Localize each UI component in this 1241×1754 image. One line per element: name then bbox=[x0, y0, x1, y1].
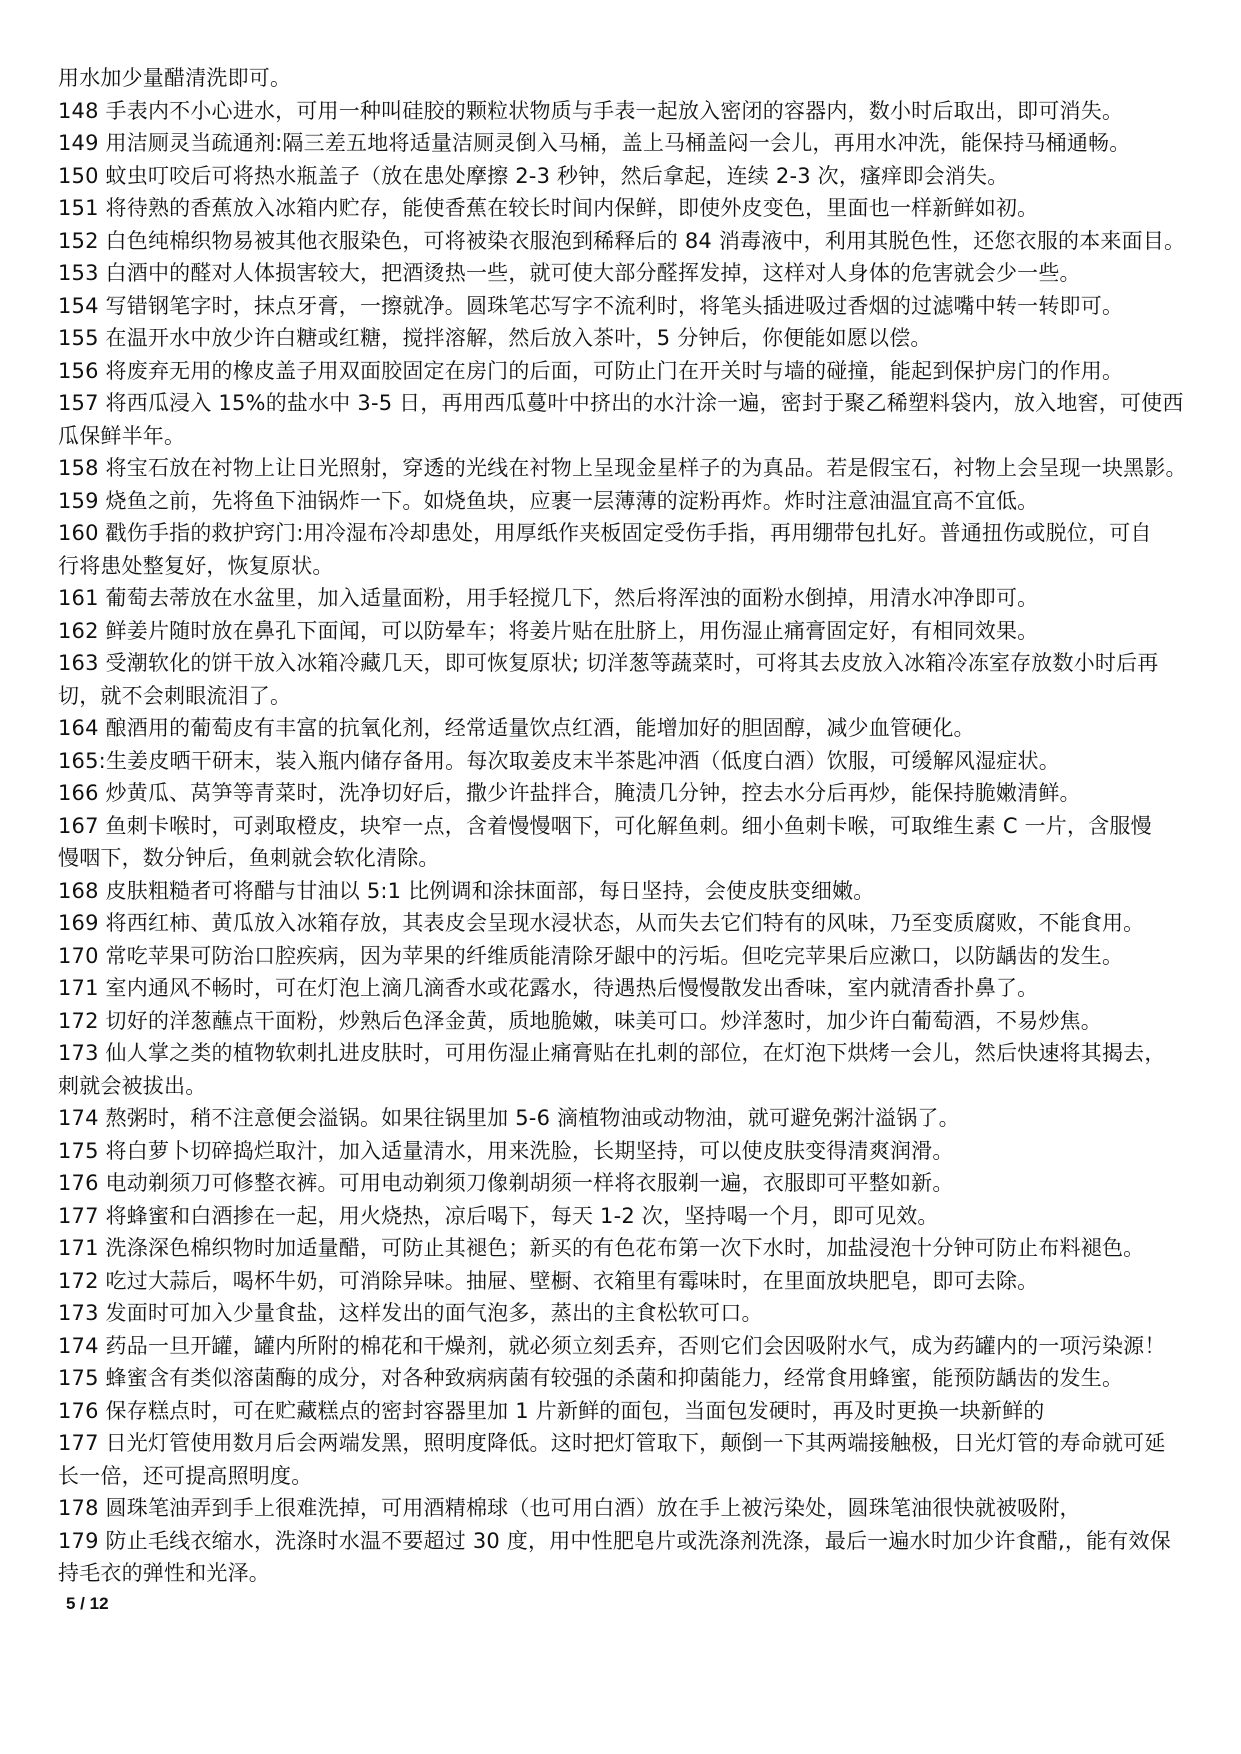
text-line: 166 炒黄瓜、莴笋等青菜时，洗净切好后，撒少许盐拌合，腌渍几分钟，控去水分后再炒，能保持脆嫩清鲜。 bbox=[58, 781, 1081, 805]
text-line: 149 用洁厕灵当疏通剂:隔三差五地将适量洁厕灵倒入马桶，盖上马桶盖闷一会儿，再用水冲洗，能保持马桶通畅。 bbox=[58, 131, 1131, 155]
text-line: 152 白色纯棉织物易被其他衣服染色，可将被染衣服泡到稀释后的 84 消毒液中，利用其脱色性，还您衣服的本来面目。 bbox=[58, 228, 1186, 253]
text-line: 177 日光灯管使用数月后会两端发黑，照明度降低。这时把灯管取下，颠倒一下其两端接触极，日光灯管的寿命就可延 bbox=[58, 1431, 1166, 1455]
text-line: 171 洗涤深色棉织物时加适量醋，可防止其褪色；新买的有色花布第一次下水时，加盐浸泡十分钟可防止布料褪色。 bbox=[58, 1236, 1145, 1260]
text-line: 163 受潮软化的饼干放入冰箱冷藏几天，即可恢复原状; 切洋葱等蔬菜时，可将其去皮放入冰箱冷冻室存放数小时后再 bbox=[58, 651, 1159, 675]
text-line: 164 酿酒用的葡萄皮有丰富的抗氧化剂，经常适量饮点红酒，能增加好的胆固醇，减少血管硬化。 bbox=[58, 716, 975, 740]
text-line: 刺就会被拔出。 bbox=[58, 1073, 207, 1098]
text-line: 用水加少量醋清洗即可。 bbox=[58, 66, 292, 90]
text-line: 176 保存糕点时，可在贮藏糕点的密封容器里加 1 片新鲜的面包，当面包发硬时，再及时更换一块新鲜的 bbox=[58, 1398, 1045, 1423]
text-line: 153 白酒中的醛对人体损害较大，把酒烫热一些，就可使大部分醛挥发掉，这样对人身体的危害就会少一些。 bbox=[58, 261, 1081, 285]
text-line: 168 皮肤粗糙者可将醋与甘油以 5:1 比例调和涂抹面部，每日坚持，会使皮肤变细嫩。 bbox=[58, 878, 875, 903]
text-line: 148 手表内不小心进水，可用一种叫硅胶的颗粒状物质与手表一起放入密闭的容器内，数小时后取出，即可消失。 bbox=[58, 98, 1124, 123]
text-line: 170 常吃苹果可防治口腔疾病，因为苹果的纤维质能清除牙龈中的污垢。但吃完苹果后应漱口，以防龋齿的发生。 bbox=[58, 943, 1124, 968]
text-line: 165:生姜皮晒干研末，装入瓶内储存备用。每次取姜皮末半茶匙冲酒（低度白酒）饮服，可缓解风湿症状。 bbox=[58, 748, 1060, 773]
text-line: 175 蜂蜜含有类似溶菌酶的成分，对各种致病病菌有较强的杀菌和抑菌能力，经常食用蜂蜜，能预防龋齿的发生。 bbox=[58, 1366, 1124, 1390]
text-line: 157 将西瓜浸入 15%的盐水中 3-5 日，再用西瓜蔓叶中挤出的水汁涂一遍，密封于聚乙稀塑料袋内，放入地窖，可使西 bbox=[58, 391, 1184, 415]
text-line: 167 鱼刺卡喉时，可剥取橙皮，块窄一点，含着慢慢咽下，可化解鱼刺。细小鱼刺卡喉，可取维生素 C 一片，含服慢 bbox=[58, 813, 1152, 838]
text-line: 171 室内通风不畅时，可在灯泡上滴几滴香水或花露水，待遇热后慢慢散发出香味，室内就清香扑鼻了。 bbox=[58, 976, 1039, 1000]
text-line: 178 圆珠笔油弄到手上很难洗掉，可用酒精棉球（也可用白酒）放在手上被污染处，圆珠笔油很快就被吸附， bbox=[58, 1496, 1081, 1520]
text-line: 155 在温开水中放少许白糖或红糖，搅拌溶解，然后放入茶叶，5 分钟后，你便能如愿以偿。 bbox=[58, 326, 932, 350]
text-line: 160 戳伤手指的救护窍门:用冷湿布冷却患处，用厚纸作夹板固定受伤手指，再用绷带包扎好。普通扭伤或脱位，可自 bbox=[58, 521, 1152, 545]
page-number: 5 / 12 bbox=[66, 1594, 109, 1613]
text-line: 行将患处整复好，恢复原状。 bbox=[58, 553, 334, 578]
text-line: 瓜保鲜半年。 bbox=[58, 423, 186, 448]
text-line: 151 将待熟的香蕉放入冰箱内贮存，能使香蕉在较长时间内保鲜，即使外皮变色，里面也一样新鲜如初。 bbox=[58, 196, 1039, 220]
document-body bbox=[58, 62, 1193, 1590]
text-line: 172 切好的洋葱蘸点干面粉，炒熟后色泽金黄，质地脆嫩，味美可口。炒洋葱时，加少许白葡萄酒，不易炒焦。 bbox=[58, 1008, 1102, 1033]
text-line: 150 蚊虫叮咬后可将热水瓶盖子（放在患处摩擦 2-3 秒钟，然后拿起，连续 2-3 次，瘙痒即会消失。 bbox=[58, 163, 1009, 188]
text-line: 切，就不会刺眼流泪了。 bbox=[58, 683, 292, 708]
text-line: 长一倍，还可提高照明度。 bbox=[58, 1463, 313, 1488]
text-line: 慢咽下，数分钟后，鱼刺就会软化清除。 bbox=[58, 846, 440, 870]
text-line: 156 将废弃无用的橡皮盖子用双面胶固定在房门的后面，可防止门在开关时与墙的碰撞，能起到保护房门的作用。 bbox=[58, 358, 1124, 383]
text-line: 175 将白萝卜切碎捣烂取汁，加入适量清水，用来洗脸，长期坚持，可以使皮肤变得清爽润滑。 bbox=[58, 1138, 954, 1163]
text-line: 162 鲜姜片随时放在鼻孔下面闻，可以防晕车；将姜片贴在肚脐上，用伤湿止痛膏固定好，有相同效果。 bbox=[58, 618, 1039, 643]
text-line: 154 写错钢笔字时，抹点牙膏，一擦就净。圆珠笔芯写字不流利时，将笔头插进吸过香烟的过滤嘴中转一转即可。 bbox=[58, 293, 1124, 318]
text-line: 173 发面时可加入少量食盐，这样发出的面气泡多，蒸出的主食松软可口。 bbox=[58, 1301, 763, 1325]
text-line: 174 药品一旦开罐，罐内所附的棉花和干燥剂，就必须立刻丢弃，否则它们会因吸附水气，成为药罐内的一项污染源！ bbox=[58, 1333, 1166, 1358]
text-line: 179 防止毛线衣缩水，洗涤时水温不要超过 30 度，用中性肥皂片或洗涤剂洗涤，最后一遍水时加少许食醋,，能有效保 bbox=[58, 1528, 1171, 1553]
text-line: 159 烧鱼之前，先将鱼下油锅炸一下。如烧鱼块，应裹一层薄薄的淀粉再炸。炸时注意油温宜高不宜低。 bbox=[58, 488, 1039, 513]
text-line: 158 将宝石放在衬物上让日光照射，穿透的光线在衬物上呈现金星样子的为真品。若是假宝石，衬物上会呈现一块黑影。 bbox=[58, 456, 1187, 480]
text-line: 174 熬粥时，稍不注意便会溢锅。如果往锅里加 5-6 滴植物油或动物油，就可避免粥汁溢锅了。 bbox=[58, 1106, 960, 1130]
text-line: 177 将蜂蜜和白酒掺在一起，用火烧热，凉后喝下，每天 1-2 次，坚持喝一个月，即可见效。 bbox=[58, 1203, 939, 1228]
text-line: 176 电动剃须刀可修整衣裤。可用电动剃须刀像剃胡须一样将衣服剃一遍，衣服即可平整如新。 bbox=[58, 1171, 954, 1195]
text-line: 161 葡萄去蒂放在水盆里，加入适量面粉，用手轻搅几下，然后将浑浊的面粉水倒掉，用清水冲净即可。 bbox=[58, 586, 1039, 610]
text-line: 169 将西红柿、黄瓜放入冰箱存放，其表皮会呈现水浸状态，从而失去它们特有的风味，乃至变质腐败，不能食用。 bbox=[58, 911, 1145, 935]
text-line: 172 吃过大蒜后，喝杯牛奶，可消除异味。抽屉、壁橱、衣箱里有霉味时，在里面放块肥皂，即可去除。 bbox=[58, 1268, 1039, 1293]
text-line: 持毛衣的弹性和光泽。 bbox=[58, 1561, 270, 1585]
text-line: 173 仙人掌之类的植物软刺扎进皮肤时，可用伤湿止痛膏贴在扎刺的部位，在灯泡下烘烤一会儿，然后快速将其揭去， bbox=[58, 1041, 1166, 1065]
